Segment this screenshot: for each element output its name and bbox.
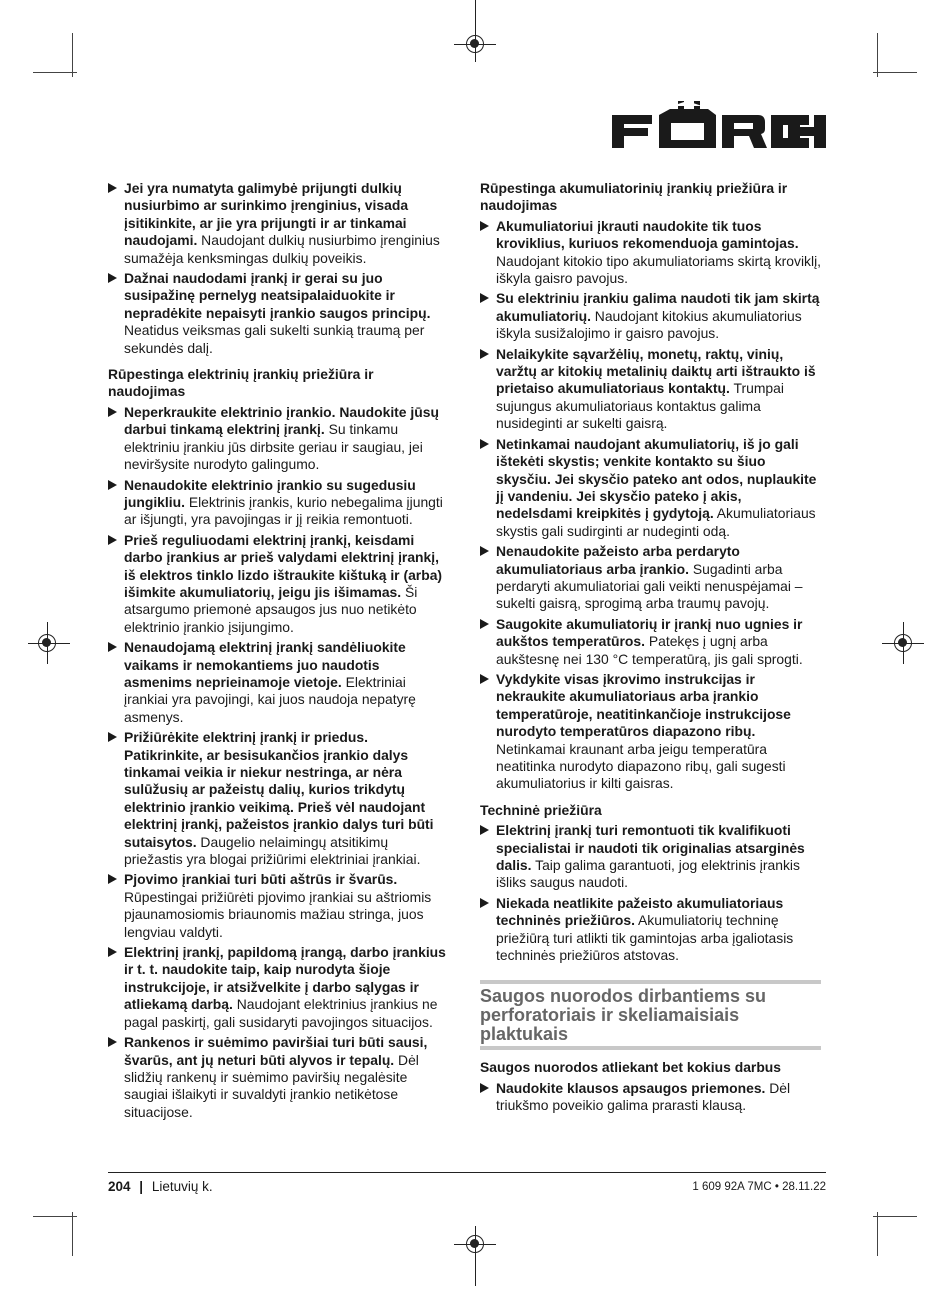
bullet-text: Neatidus veiksmas gali sukelti sunkią traumą per sekundės dalį. bbox=[124, 322, 425, 356]
bullet-text: Naudojant kitokius akumuliatorius iškyla susižalojimo ir gaisro pavojus. bbox=[496, 307, 802, 342]
brand-logo bbox=[612, 101, 826, 149]
footer-language: Lietuvių k. bbox=[151, 1179, 213, 1194]
bullet-emphasis: Naudokite klausos apsaugos priemones. bbox=[496, 1079, 766, 1096]
bullet-text: Rūpestingai prižiūrėti pjovimo įrankiai su aštriomis pjaunamosiomis briaunomis mažiau stringa, juos lengviau valdyti. bbox=[124, 888, 432, 940]
bullet-emphasis: Su elektriniu įrankiu galima naudoti tik jam skirtą akumuliatorių. bbox=[496, 290, 820, 324]
bullet-text: Naudojant elektrinius įrankius ne pagal paskirtį, gali susidaryti pavojingos situacijos. bbox=[124, 996, 438, 1030]
bullet-text: Sugadinti arba perdaryti akumuliatoriai gali veikti nenuspėjamai – sukelti gaisrą, sprogimą arba traumų pavojų. bbox=[496, 560, 803, 612]
bullet-triangle-icon bbox=[108, 407, 117, 417]
bullet-triangle-icon bbox=[108, 273, 117, 283]
bullet-text: Netinkamai kraunant arba jeigu temperatūra neatitinka nurodyto diapazono ribų, gali sugesti akumuliatorius ir kilti gaisras. bbox=[496, 740, 786, 792]
footer-separator: | bbox=[139, 1179, 144, 1194]
bullet-emphasis: Prižiūrėkite elektrinį įrankį ir priedus. Patikrinkite, ar besisukančios įrankio dalys tinkamai veikia ir niekur nestringa, ar nėra sulūžusių ar pažeistų dalių, kurios trikdytų elektrinio įrankio veikimą. Prieš vėl naudojant elektrinį įrankį, pažeistos įrankio dalys turi būti sutaisytos. bbox=[124, 729, 434, 850]
bullet-emphasis: Jei yra numatyta galimybė prijungti dulkių nusiurbimo ar surinkimo įrenginius, visada įsitikinkite, ar jie yra prijungti ir ar tinkamai naudojami. bbox=[124, 180, 409, 249]
bullet-emphasis: Elektrinį įrankį, papildomą įrangą, darbo įrankius ir t. t. naudokite taip, kaip nurodyta šioje instrukcijoje, ir atsižvelkite į darbo sąlygas ir atliekamą darbą. bbox=[124, 944, 446, 1013]
bullet-item bbox=[108, 1034, 449, 1121]
bullet-item bbox=[108, 729, 449, 868]
bullet-text: Naudojant kitokio tipo akumuliatoriams skirtą kroviklį, iškyla gaisro pavojus. bbox=[496, 252, 822, 287]
bullet-triangle-icon bbox=[480, 619, 489, 629]
bullet-text: Naudojant dulkių nusiurbimo įrenginius sumažėja kenksmingas dulkių poveikis. bbox=[124, 232, 440, 266]
bullet-triangle-icon bbox=[480, 349, 489, 359]
bullet-triangle-icon bbox=[108, 480, 117, 490]
bullet-emphasis: Vykdykite visas įkrovimo instrukcijas ir nekraukite akumuliatoriaus arba įrankio temperatūroje, neatitinkančioje instrukcijose nurodyto temperatūros diapazono ribų. bbox=[496, 670, 791, 740]
bullet-triangle-icon bbox=[480, 825, 489, 835]
bullet-emphasis: Rankenos ir suėmimo paviršiai turi būti sausi, švarūs, ant jų neturi būti alyvos ir tepalų. bbox=[124, 1034, 428, 1068]
bullet-item bbox=[480, 436, 821, 540]
bullet-triangle-icon bbox=[480, 674, 489, 684]
footer-rule bbox=[108, 1172, 826, 1173]
bullet-triangle-icon bbox=[108, 874, 117, 884]
bullet-text: Akumuliatoriaus skystis gali sudirginti ar nudeginti odą. bbox=[496, 505, 816, 539]
bullet-item bbox=[480, 218, 821, 288]
bullet-item bbox=[480, 290, 821, 342]
subheading: Rūpestinga akumuliatorinių įrankių priežiūra ir naudojimas bbox=[480, 180, 788, 214]
bullet-item bbox=[480, 1080, 821, 1115]
bullet-emphasis: Netinkamai naudojant akumuliatorių, iš jo gali ištekėti skystis; venkite kontakto su šiuo skysčiu. Jei skysčio pateko ant odos, nuplaukite jį vandeniu. Jei skysčio pateko į akis, nedelsdami kreipkitės į gydytoją. bbox=[496, 435, 817, 522]
subheading: Saugos nuorodos atliekant bet kokius darbus bbox=[480, 1059, 782, 1076]
bullet-triangle-icon bbox=[108, 1037, 117, 1047]
registration-mark-icon bbox=[466, 1235, 484, 1253]
bullet-triangle-icon bbox=[108, 642, 117, 652]
bullet-emphasis: Nenaudokite elektrinio įrankio su sugedusiu jungikliu. bbox=[124, 476, 416, 510]
bullet-item bbox=[480, 543, 821, 613]
bullet-item bbox=[108, 639, 449, 726]
bullet-emphasis: Elektrinį įrankį turi remontuoti tik kvalifikuoti specialistai ir naudoti tik originalias atsarginės dalis. bbox=[496, 822, 805, 874]
bullet-emphasis: Nenaudojamą elektrinį įrankį sandėliuokite vaikams ir nemokantiems juo naudotis asmenims neprieinamoje vietoje. bbox=[124, 639, 406, 690]
crop-mark bbox=[877, 1212, 878, 1256]
bullet-text: Dėl slidžių rankenų ir suėmimo paviršių negalėsite saugiai išlaikyti ir suvaldyti įrankio netikėtose situacijose. bbox=[124, 1051, 419, 1120]
footer-page-info bbox=[108, 1179, 213, 1194]
left-column bbox=[108, 180, 449, 1124]
bullet-item bbox=[108, 477, 449, 529]
crop-mark bbox=[873, 1216, 917, 1217]
section-heading: Saugos nuorodos dirbantiems su perforatoriais ir skeliamaisiais plaktukais bbox=[480, 980, 821, 1050]
bullet-text: Elektriniai įrankiai yra pavojingi, kai juos naudoja nepatyrę asmenys. bbox=[124, 673, 416, 725]
bullet-item bbox=[480, 822, 821, 892]
bullet-text: Elektrinis įrankis, kurio nebegalima įjungti ar išjungti, yra pavojingas ir jį reikia remontuoti. bbox=[124, 493, 443, 528]
crop-mark bbox=[873, 72, 917, 73]
bullet-triangle-icon bbox=[108, 732, 117, 742]
bullet-text: Su tinkamu elektriniu įrankiu jūs dirbsite geriau ir saugiau, jei neviršysite nurodyto galingumo. bbox=[124, 421, 423, 473]
registration-mark-icon bbox=[38, 634, 56, 652]
bullet-triangle-icon bbox=[108, 947, 117, 957]
bullet-item bbox=[108, 944, 449, 1031]
bullet-triangle-icon bbox=[480, 898, 489, 908]
bullet-item bbox=[480, 616, 821, 668]
bullet-emphasis: Niekada neatlikite pažeisto akumuliatoriaus techninės priežiūros. bbox=[496, 894, 784, 929]
crop-mark bbox=[33, 1216, 77, 1217]
bullet-item bbox=[108, 404, 449, 474]
registration-mark-icon bbox=[466, 35, 484, 53]
bullet-triangle-icon bbox=[480, 546, 489, 556]
bullet-emphasis: Pjovimo įrankiai turi būti aštrūs ir švarūs. bbox=[124, 871, 398, 888]
bullet-text: Akumuliatorių techninę priežiūrą turi atlikti tik gamintojas arba įgaliotasis techninės priežiūros atstovas. bbox=[496, 912, 794, 964]
bullet-item bbox=[108, 871, 449, 941]
subheading: Techninė priežiūra bbox=[480, 801, 602, 818]
bullet-text: Daugelio nelaimingų atsitikimų priežastis yra blogai prižiūrimi elektriniai įrankiai. bbox=[124, 833, 421, 868]
bullet-text: Trumpai sujungus akumuliatoriaus kontaktus galima nusideginti ar sukelti gaisrą. bbox=[496, 380, 784, 432]
bullet-triangle-icon bbox=[480, 1083, 489, 1093]
right-column bbox=[480, 180, 821, 1118]
bullet-item bbox=[480, 671, 821, 793]
bullet-text: Dėl triukšmo poveikio galima prarasti klausą. bbox=[496, 1079, 791, 1114]
bullet-triangle-icon bbox=[480, 293, 489, 303]
crop-mark bbox=[877, 33, 878, 77]
bullet-emphasis: Prieš reguliuodami elektrinį įrankį, keisdami darbo įrankius ar prieš valydami elektrinį įrankį, iš elektros tinklo lizdo ištraukite kištuką ir (arba) išimkite akumuliatorių, jeigu jis išimamas. bbox=[124, 531, 443, 600]
bullet-emphasis: Nenaudokite pažeisto arba perdaryto akumuliatoriaus arba įrankio. bbox=[496, 543, 740, 577]
bullet-emphasis: Nelaikykite sąvaržėlių, monetų, raktų, vinių, varžtų ar kitokių metalinių daiktų arti ištraukto iš prietaiso akumuliatoriaus kontaktų. bbox=[496, 345, 816, 397]
bullet-text: Taip galima garantuoti, jog elektrinis įrankis išliks saugus naudoti. bbox=[496, 857, 800, 891]
bullet-emphasis: Dažnai naudodami įrankį ir gerai su juo susipažinę pernelyg neatsipalaiduokite ir nepradėkite nepaisyti įrankio saugos principų. bbox=[124, 270, 431, 321]
bullet-triangle-icon bbox=[480, 221, 489, 231]
crop-mark bbox=[72, 33, 73, 77]
footer-doc-code: 1 609 92A 7MC • 28.11.22 bbox=[692, 1181, 826, 1193]
crop-mark bbox=[72, 1212, 73, 1256]
bullet-text: Ši atsargumo priemonė apsaugos jus nuo netikėto elektrinio įrankio įsijungimo. bbox=[124, 583, 418, 635]
bullet-item bbox=[480, 895, 821, 965]
registration-mark-icon bbox=[894, 634, 912, 652]
bullet-item bbox=[108, 270, 449, 357]
bullet-triangle-icon bbox=[480, 439, 489, 449]
bullet-item bbox=[108, 532, 449, 636]
bullet-triangle-icon bbox=[108, 183, 117, 193]
bullet-item bbox=[108, 180, 449, 267]
bullet-emphasis: Saugokite akumuliatorių ir įrankį nuo ugnies ir aukštos temperatūros. bbox=[496, 615, 803, 650]
bullet-triangle-icon bbox=[108, 535, 117, 545]
bullet-text: Patekęs į ugnį arba aukštesnę nei 130 °C temperatūrą, jis gali sprogti. bbox=[496, 633, 803, 667]
bullet-emphasis: Akumuliatoriui įkrauti naudokite tik tuos kroviklius, kuriuos rekomenduoja gamintojas. bbox=[496, 217, 799, 252]
bullet-emphasis: Neperkraukite elektrinio įrankio. Naudokite jūsų darbui tinkamą elektrinį įrankį. bbox=[124, 403, 439, 438]
subheading: Rūpestinga elektrinių įrankių priežiūra ir naudojimas bbox=[108, 366, 374, 400]
bullet-item bbox=[480, 346, 821, 433]
crop-mark bbox=[33, 72, 77, 73]
page-number: 204 bbox=[108, 1179, 131, 1194]
